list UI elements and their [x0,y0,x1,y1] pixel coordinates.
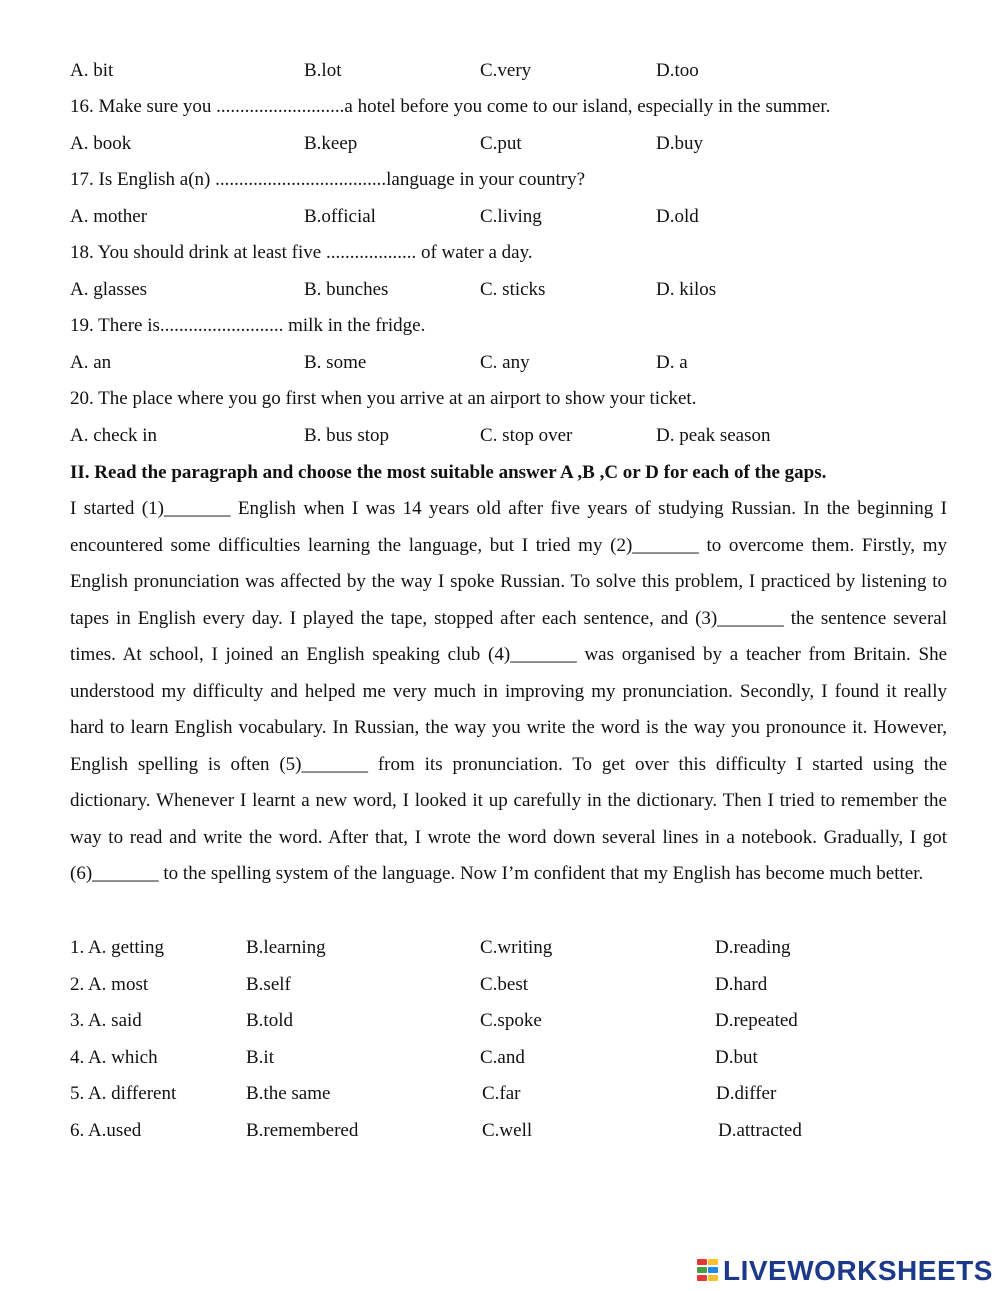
question-20: 20. The place where you go first when you arrive at an airport to show your ticket. [70,388,697,409]
answer-3-option-b: B.told [246,1010,293,1031]
question-18: 18. You should drink at least five ................... of water a day. [70,242,533,263]
reading-paragraph: I started (1)_______ English when I was 14 years old after five years of studying Russian. In the beginning I encountered some difficulties learning the language, but I tried my (2)_______ to overcome them. Firstly, my English pronunciation was affected by the way I spoke Russian. To solve this problem, I practiced by listening to tapes in English every day. I played the tape, stopped after each sentence, and (3)_______ the sentence several times. At school, I joined an English speaking club (4)_______ was organised by a teacher from Britain. She understood my difficulty and helped me very much in improving my pronunciation. Secondly, I found it really hard to learn English vocabulary. In Russian, the way you write the word is the way you pronounce it. However, English spelling is often (5)_______ from its pronunciation. To get over this difficulty I started using the dictionary. Whenever I learnt a new word, I looked it up carefully in the dictionary. Then I tried to remember the way to read and write the word. After that, I wrote the word down several lines in a notebook. Gradually, I got (6)_______ to the spelling system of the language. Now I’m confident that my English has become much better. [70,498,947,884]
answer-2-option-b: B.self [246,974,291,995]
q20-option-c: C. stop over [480,425,573,446]
answer-4-option-c: C.and [480,1047,525,1068]
answer-3-option-d: D.repeated [715,1010,798,1031]
answer-5-option-d: D.differ [716,1083,777,1104]
q15-option-b: B.lot [304,60,342,81]
q17-option-c: C.living [480,206,542,227]
q17-option-b: B.official [304,206,376,227]
q16-option-d: D.buy [656,133,703,154]
q16-option-c: C.put [480,133,522,154]
answer-6-option-b: B.remembered [246,1120,359,1141]
answer-5-option-b: B.the same [246,1083,331,1104]
answer-6-option-c: C.well [482,1120,533,1141]
question-19: 19. There is.......................... milk in the fridge. [70,315,426,336]
answer-4-option-a: 4. A. which [70,1047,158,1068]
answer-5-option-c: C.far [482,1083,521,1104]
answer-4-option-b: B.it [246,1047,274,1068]
q15-option-d: D.too [656,60,699,81]
answer-3-option-c: C.spoke [480,1010,542,1031]
answer-1-option-a: 1. A. getting [70,937,164,958]
answer-1-option-d: D.reading [715,937,791,958]
q16-option-a: A. book [70,133,132,154]
q17-option-a: A. mother [70,206,148,227]
q15-option-a: A. bit [70,60,114,81]
logo-mark-icon [697,1257,719,1285]
answer-1-option-c: C.writing [480,937,553,958]
answer-2-option-a: 2. A. most [70,974,149,995]
answer-1-option-b: B.learning [246,937,326,958]
q19-option-c: C. any [480,352,530,373]
q18-option-c: C. sticks [480,279,546,300]
q20-option-d: D. peak season [656,425,771,446]
q18-option-a: A. glasses [70,279,148,300]
q20-option-a: A. check in [70,425,158,446]
q19-option-a: A. an [70,352,112,373]
q15-option-c: C.very [480,60,532,81]
answer-5-option-a: 5. A. different [70,1083,177,1104]
answer-6-option-d: D.attracted [718,1120,802,1141]
q16-option-b: B.keep [304,133,358,154]
answer-3-option-a: 3. A. said [70,1010,142,1031]
question-16: 16. Make sure you ...........................a hotel before you come to our island, especially in the summer. [70,96,831,117]
q18-option-b: B. bunches [304,279,389,300]
liveworksheets-logo [697,1254,993,1288]
answer-2-option-c: C.best [480,974,529,995]
q20-option-b: B. bus stop [304,425,389,446]
q17-option-d: D.old [656,206,699,227]
question-17: 17. Is English a(n) ....................................language in your country? [70,169,586,190]
q19-option-d: D. a [656,352,688,373]
part2-heading: II. Read the paragraph and choose the most suitable answer A ,B ,C or D for each of the gaps. [70,462,827,483]
answer-6-option-a: 6. A.used [70,1120,142,1141]
q19-option-b: B. some [304,352,367,373]
logo-text: LIVEWORKSHEETS [723,1255,993,1286]
answer-2-option-d: D.hard [715,974,768,995]
q18-option-d: D. kilos [656,279,717,300]
answer-4-option-d: D.but [715,1047,758,1068]
